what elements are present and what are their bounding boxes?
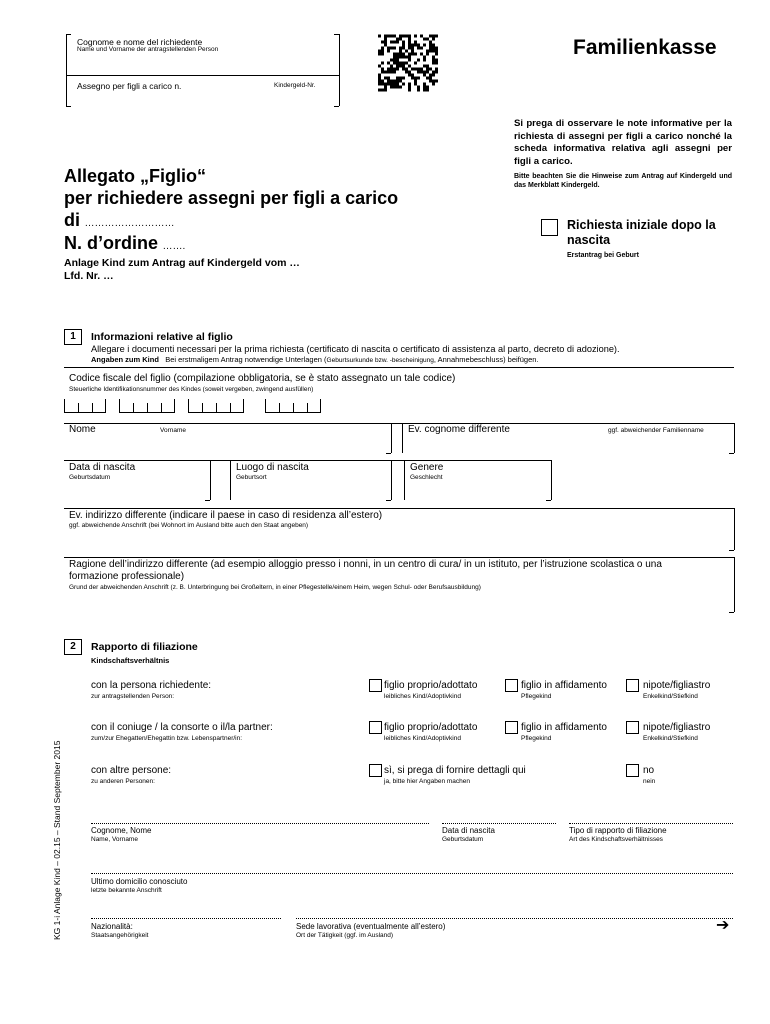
nationality-label: Nazionalità: (91, 922, 133, 931)
relation-others-label: con altre persone: (91, 765, 172, 776)
spouse-own-child-label: figlio proprio/adottato (384, 722, 478, 733)
spouse-foster-child-checkbox[interactable] (505, 721, 518, 734)
spouse-grandchild-label-de: Enkelkind/Stiefkind (643, 735, 698, 742)
other-person-name-label: Cognome, Nome (91, 826, 152, 835)
spouse-own-child-checkbox[interactable] (369, 721, 382, 734)
tax-id-label: Codice fiscale del figlio (compilazione obbligatoria, se è stato assegnato un tale codice) (69, 373, 456, 384)
other-person-dob-line[interactable] (442, 823, 556, 824)
section1-intro: Allegare i documenti necessari per la prima richiesta (certificato di nascita o certificato di assistenza al parto, decreto di adozione). (91, 344, 620, 354)
gender-label-de: Geschlecht (410, 474, 443, 481)
order-number-dots[interactable]: ……. (162, 241, 186, 252)
address-label: Ev. indirizzo differente (indicare il paese in caso di residenza all’estero) (69, 510, 383, 521)
side-form-code: KG 1-i Anlage Kind – 02.15 – Stand September 2015 (52, 740, 62, 940)
dob-label: Data di nascita (69, 462, 136, 473)
gender-field[interactable] (407, 484, 547, 499)
address-label-de: ggf. abweichende Anschrift (bei Wohnort im Ausland bitte auch den Staat angeben) (69, 522, 309, 529)
other-person-name-label-de: Name, Vorname (91, 836, 138, 843)
initial-request-label: Richiesta iniziale dopo la nascita (567, 218, 716, 247)
applicant-grandchild-label: nipote/figliastro (643, 680, 711, 691)
notice-text-de: Bitte beachten Sie die Hinweise zum Antrag auf Kindergeld und das Merkblatt Kindergeld. (514, 173, 732, 189)
spouse-grandchild-label: nipote/figliastro (643, 722, 711, 733)
spouse-own-child-label-de: leibliches Kind/Adoptivkind (384, 735, 461, 742)
other-surname-label-de: ggf. abweichender Familienname (608, 427, 704, 434)
applicant-name-field[interactable] (72, 58, 334, 73)
dob-field[interactable] (66, 484, 206, 499)
section1-intro-de: Angaben zum Kind Bei erstmaligem Antrag notwendige Unterlagen (Geburtsurkunde bzw. -bescheinigung, Annahmebeschluss) beifügen. (91, 355, 539, 364)
first-name-label: Nome (69, 424, 96, 435)
dob-label-de: Geburtsdatum (69, 474, 111, 481)
work-place-label-de: Ort der Tätigkeit (ggf. im Ausland) (296, 932, 394, 939)
applicant-own-child-label-de: leibliches Kind/Adoptivkind (384, 693, 461, 700)
pob-field[interactable] (233, 484, 388, 499)
tax-id-group-2[interactable] (119, 399, 175, 413)
pob-label: Luogo di nascita (236, 462, 309, 473)
form-title-de-line2: Lfd. Nr. … (64, 270, 114, 282)
reason-field[interactable] (66, 594, 731, 611)
kindergeld-nr-label: Kindergeld-Nr. (274, 82, 316, 89)
tax-id-group-3[interactable] (188, 399, 244, 413)
form-title-line1: Allegato „Figlio“ (64, 166, 206, 186)
applicant-foster-child-label: figlio in affidamento (521, 680, 607, 691)
last-address-label: Ultimo domicilio conosciuto (91, 877, 188, 886)
other-person-dob-label: Data di nascita (442, 826, 495, 835)
others-no-label: no (643, 765, 655, 776)
other-person-dob-label-de: Geburtsdatum (442, 836, 484, 843)
pob-label-de: Geburtsort (236, 474, 267, 481)
other-person-relation-line[interactable] (569, 823, 733, 824)
office-title: Familienkasse (573, 36, 717, 59)
others-yes-label: sì, si prega di fornire dettagli qui (384, 765, 526, 776)
spouse-foster-child-label: figlio in affidamento (521, 722, 607, 733)
applicant-own-child-label: figlio proprio/adottato (384, 680, 478, 691)
reason-label-line2: formazione professionale) (69, 571, 185, 582)
address-field[interactable] (66, 531, 731, 549)
section2-title: Rapporto di filiazione (91, 641, 198, 653)
spouse-grandchild-checkbox[interactable] (626, 721, 639, 734)
spouse-foster-child-label-de: Pflegekind (521, 735, 552, 742)
nationality-label-de: Staatsangehörigkeit (91, 932, 149, 939)
section2-title-de: Kindschaftsverhältnis (91, 656, 170, 665)
form-title-de-line1: Anlage Kind zum Antrag auf Kindergeld vom … (64, 257, 300, 269)
applicant-grandchild-checkbox[interactable] (626, 679, 639, 692)
others-yes-checkbox[interactable] (369, 764, 382, 777)
notice-text: Si prega di osservare le note informative per la richiesta di assegni per figli a carico nonché la scheda informativa relativa agli assegni per figli a carico. (514, 118, 732, 167)
other-person-name-line[interactable] (91, 823, 429, 824)
relation-others-label-de: zu anderen Personen: (91, 778, 155, 785)
section1-number: 1 (64, 329, 82, 345)
reason-label-line1: Ragione dell’indirizzo differente (ad esempio alloggio presso i nonni, in un centro di cura/ in un istituto, per l’istruzione scolastica o una (69, 559, 662, 570)
initial-request-label-de: Erstantrag bei Geburt (567, 252, 639, 259)
date-dots[interactable]: ……………………… (84, 218, 175, 229)
work-place-line[interactable] (296, 918, 733, 919)
tax-id-group-1[interactable] (64, 399, 106, 413)
last-address-line[interactable] (91, 873, 733, 874)
relation-spouse-label-de: zum/zur Ehegatten/Ehegattin bzw. Lebenspartner/in: (91, 735, 243, 742)
relation-spouse-label: con il coniuge / la consorte o il/la partner: (91, 722, 273, 733)
form-title-line4: N. d’ordine ……. (64, 233, 186, 253)
form-title-line2: per richiedere assegni per figli a carico (64, 188, 399, 208)
initial-request-checkbox[interactable] (541, 219, 558, 236)
tax-id-label-de: Steuerliche Identifikationsnummer des Kindes (soweit vergeben, zwingend ausfüllen) (69, 386, 314, 393)
work-place-label: Sede lavorativa (eventualmente all’estero) (296, 922, 446, 931)
other-person-relation-label: Tipo di rapporto di filiazione (569, 826, 667, 835)
applicant-foster-child-checkbox[interactable] (505, 679, 518, 692)
tax-id-group-4[interactable] (265, 399, 321, 413)
applicant-label: Cognome e nome del richiedente (77, 37, 203, 47)
first-name-field[interactable] (66, 436, 388, 452)
applicant-own-child-checkbox[interactable] (369, 679, 382, 692)
applicant-label-de: Name und Vorname der antragstellenden Person (77, 46, 219, 53)
applicant-grandchild-label-de: Enkelkind/Stiefkind (643, 693, 698, 700)
others-no-label-de: nein (643, 778, 656, 785)
gender-label: Genere (410, 462, 444, 473)
child-benefit-number-field[interactable] (72, 91, 334, 105)
last-address-label-de: letzte bekannte Anschrift (91, 887, 162, 894)
relation-applicant-label-de: zur antragstellenden Person: (91, 693, 175, 700)
child-benefit-label: Assegno per figli a carico n. (77, 81, 182, 91)
other-surname-label: Ev. cognome differente (408, 424, 510, 435)
other-surname-field[interactable] (405, 436, 731, 452)
other-person-relation-label-de: Art des Kindschaftsverhältnisses (569, 836, 663, 843)
section2-number: 2 (64, 639, 82, 655)
others-yes-label-de: ja, bitte hier Angaben machen (384, 778, 471, 785)
qr-code-icon (378, 34, 438, 92)
relation-applicant-label: con la persona richiedente: (91, 680, 212, 691)
section1-title: Informazioni relative al figlio (91, 331, 233, 343)
reason-label-de: Grund der abweichenden Anschrift (z. B. Unterbringung bei Großeltern, in einer Pflegestelle/einem Heim, wegen Schul- oder Berufsausbildung) (69, 584, 481, 591)
others-no-checkbox[interactable] (626, 764, 639, 777)
applicant-foster-child-label-de: Pflegekind (521, 693, 552, 700)
nationality-line[interactable] (91, 918, 281, 919)
next-page-arrow-icon[interactable]: ➔ (716, 915, 730, 934)
form-title-line3: di ……………………… (64, 210, 175, 230)
first-name-label-de: Vorname (160, 427, 187, 434)
